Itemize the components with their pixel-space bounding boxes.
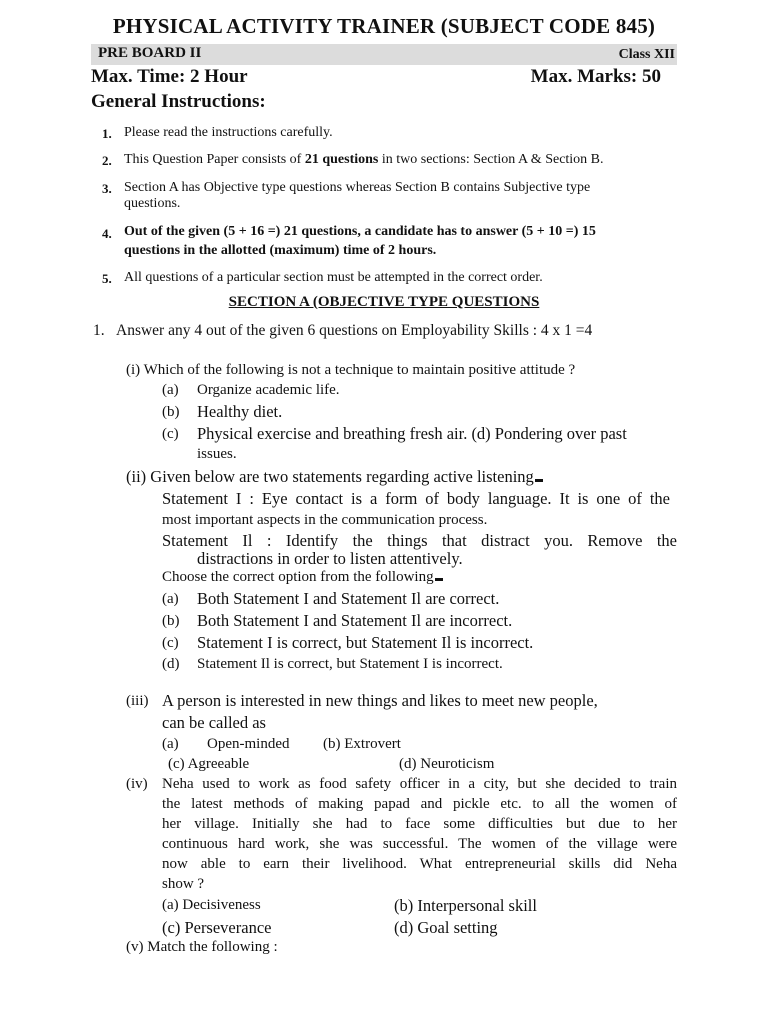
- option-label: (b): [162, 404, 180, 420]
- option-text: Statement Il is correct, but Statement I is incorrect.: [197, 656, 503, 672]
- section-a-heading: SECTION A (OBJECTIVE TYPE QUESTIONS: [228, 294, 540, 310]
- instruction-number: 5.: [102, 271, 112, 286]
- paper-title: PHYSICAL ACTIVITY TRAINER (SUBJECT CODE 845): [112, 14, 656, 38]
- sub-question-stem: (i) Which of the following is not a technique to maintain positive attitude ?: [126, 362, 576, 378]
- instruction-text: All questions of a particular section must be attempted in the correct order.: [124, 270, 543, 285]
- bold-count: 21 questions: [304, 152, 379, 167]
- option-text: (b) Extrovert: [323, 736, 401, 752]
- statement-text: distractions in order to listen attentively.: [197, 549, 463, 568]
- option-label: (b): [162, 613, 180, 629]
- option-text: Both Statement I and Statement Il are correct.: [197, 589, 500, 608]
- instruction-text: Please read the instructions carefully.: [124, 125, 333, 140]
- instruction-text: questions in the allotted (maximum) time of 2 hours.: [124, 243, 437, 258]
- instruction-number: 1.: [102, 126, 112, 141]
- statement-text: Statement I : Eye contact is a form of body language. It is one of the: [162, 489, 670, 508]
- choose-instruction: Choose the correct option from the following: [162, 569, 443, 586]
- sub-question-stem: (v) Match the following :: [126, 939, 278, 955]
- max-marks: Max. Marks: 50: [530, 66, 661, 87]
- max-time: Max. Time: 2 Hour: [91, 66, 248, 87]
- option-text: (d) Goal setting: [394, 918, 498, 937]
- option-text: (c) Agreeable: [168, 756, 250, 772]
- sub-question-number: (iii): [126, 693, 149, 709]
- question-number: 1.: [93, 322, 105, 339]
- passage-line: Neha used to work as food safety officer in a city, but she decided to train: [162, 776, 677, 792]
- instruction-text: Section A has Objective type questions whereas Section B contains Subjective type: [124, 180, 591, 195]
- option-label: (c): [162, 635, 179, 651]
- option-text: Both Statement I and Statement Il are incorrect.: [197, 611, 513, 630]
- passage-line: the latest methods of making papad and pickle etc. to all the women of: [162, 796, 677, 812]
- option-text: (a) Decisiveness: [162, 897, 261, 913]
- statement-text: Statement Il : Identify the things that distract you. Remove the: [162, 531, 677, 550]
- option-text: Physical exercise and breathing fresh air. (d) Pondering over past: [197, 424, 627, 443]
- instruction-number: 4.: [102, 226, 112, 241]
- sub-question-stem: can be called as: [162, 713, 266, 732]
- option-text: Statement I is correct, but Statement Il is incorrect.: [197, 633, 534, 652]
- instruction-text: Out of the given (5 + 16 =) 21 questions, a candidate has to answer (5 + 10 =) 15: [124, 224, 596, 239]
- class-label: Class XII: [618, 47, 675, 62]
- instructions-heading: General Instructions:: [91, 91, 266, 112]
- passage-line: show ?: [162, 876, 205, 892]
- instruction-number: 2.: [102, 153, 112, 168]
- option-label: (a): [162, 382, 179, 398]
- question-text: Answer any 4 out of the given 6 questions on Employability Skills : 4 x 1 =4: [116, 322, 593, 339]
- passage-line: continuous hard work, she was successful. The women of the village were: [162, 836, 677, 852]
- option-text: Healthy diet.: [197, 402, 283, 421]
- option-text: Open-minded: [207, 736, 290, 752]
- option-label: (a): [162, 736, 179, 752]
- option-text: (b) Interpersonal skill: [394, 896, 537, 915]
- option-label: (d): [162, 656, 180, 672]
- option-text: (c) Perseverance: [162, 918, 272, 937]
- option-text: issues.: [197, 446, 237, 462]
- option-text: Organize academic life.: [197, 382, 340, 398]
- sub-question-stem: A person is interested in new things and likes to meet new people,: [162, 691, 598, 710]
- instruction-number: 3.: [102, 181, 112, 196]
- passage-line: her village. Initially she had to face some difficulties but due to her: [162, 816, 677, 832]
- instruction-text: This Question Paper consists of 21 questions in two sections: Section A & Section B.: [124, 152, 604, 167]
- option-text: (d) Neuroticism: [399, 756, 495, 772]
- statement-text: most important aspects in the communication process.: [162, 512, 488, 528]
- option-label: (a): [162, 591, 179, 607]
- sub-question-stem: (ii) Given below are two statements regarding active listening: [126, 467, 543, 487]
- option-label: (c): [162, 426, 179, 442]
- sub-question-number: (iv): [126, 776, 148, 792]
- exam-name: PRE BOARD II: [98, 45, 202, 61]
- passage-line: now able to earn their livelihood. What entrepreneurial skills did Neha: [162, 856, 677, 872]
- instruction-text: questions.: [124, 196, 181, 211]
